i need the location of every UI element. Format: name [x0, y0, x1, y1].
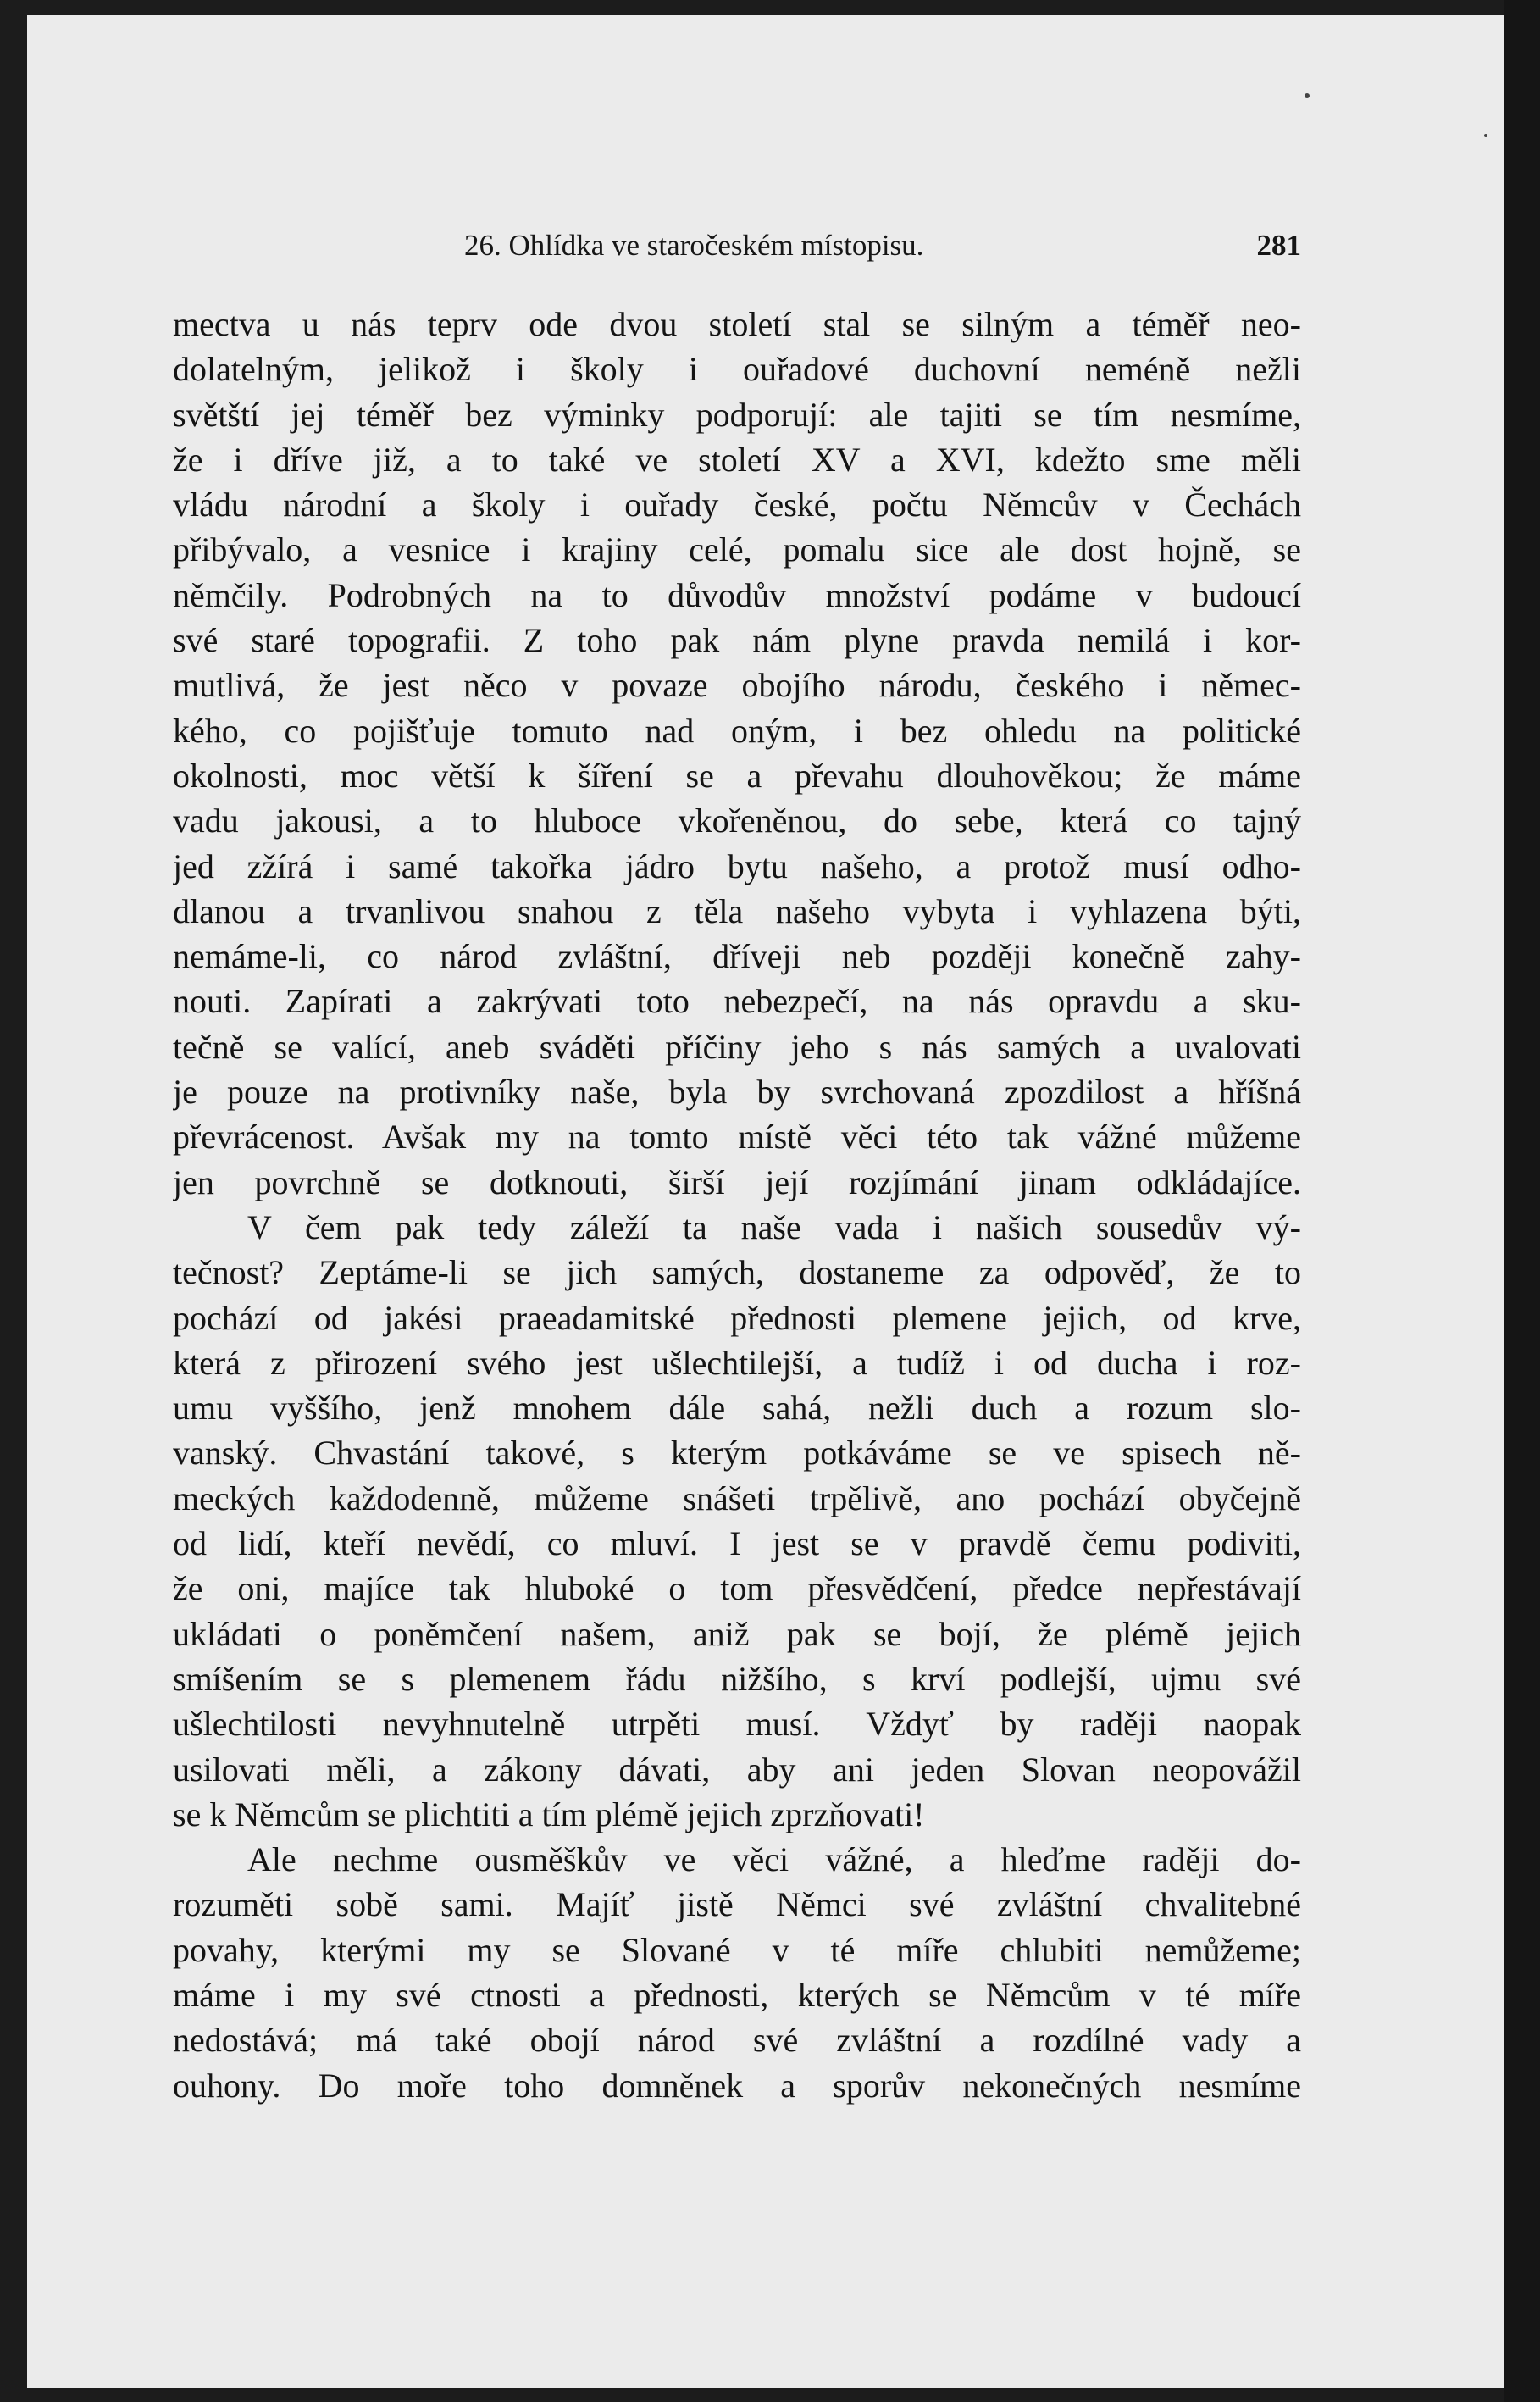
- text-line: ušlechtilosti nevyhnutelně utrpěti musí. Vždyť by raději naopak: [173, 1705, 1301, 1744]
- text-line: okolnosti, moc větší k šíření se a převahu dlouhověkou; že máme: [173, 756, 1301, 795]
- text-line: jed zžírá i samé takořka jádro bytu našeho, a protož musí odho-: [173, 846, 1301, 885]
- text-line: pochází od jakési praeadamitské přednosti plemene jejich, od krve,: [173, 1298, 1301, 1337]
- text-line: ouhony. Do moře toho domněnek a sporův nekonečných nesmíme: [173, 2066, 1301, 2105]
- text-line: se k Němcům se plichtiti a tím plémě jejich zprzňovati!: [173, 1795, 925, 1833]
- text-line: dlanou a trvanlivou snahou z těla našeho vybyta i vyhlazena býti,: [173, 891, 1301, 930]
- text-line: dolatelným, jelikož i školy i ouřadové duchovní neméně nežli: [173, 350, 1301, 389]
- body-text: [173, 302, 1301, 2108]
- text-line: Ale nechme ousměškův ve věci vážné, a hleďme raději do-: [247, 1840, 1301, 1879]
- text-line: vládu národní a školy i ouřady české, počtu Němcův v Čechách: [173, 485, 1301, 524]
- text-line: převrácenost. Avšak my na tomto místě věci této tak vážné můžeme: [173, 1118, 1301, 1157]
- text-line: rozuměti sobě sami. Majíť jistě Němci své zvláštní chvalitebné: [173, 1885, 1301, 1924]
- text-line: je pouze na protivníky naše, byla by svrchovaná zpozdilost a hříšná: [173, 1073, 1301, 1112]
- text-line: přibývalo, a vesnice i krajiny celé, pomalu sice ale dost hojně, se: [173, 530, 1301, 569]
- text-line: kého, co pojišťuje tomuto nad oným, i bez ohledu na politické: [173, 711, 1301, 750]
- text-line: meckých každodenně, můžeme snášeti trpělivě, ano pochází obyčejně: [173, 1478, 1301, 1517]
- page-number: 281: [1256, 229, 1301, 262]
- text-line: mutlivá, že jest něco v povaze obojího národu, českého i němec-: [173, 666, 1301, 705]
- text-line: němčily. Podrobných na to důvodův množství podáme v budoucí: [173, 575, 1301, 614]
- text-line: vadu jakousi, a to hluboce vkořeněnou, do sebe, která co tajný: [173, 802, 1301, 840]
- text-line: máme i my své ctnosti a přednosti, kterých se Němcům v té míře: [173, 1975, 1301, 2014]
- text-line: umu vyššího, jenž mnohem dále sahá, nežli duch a rozum slo-: [173, 1389, 1301, 1428]
- text-line: mectva u nás teprv ode dvou století stal se silným a téměř neo-: [173, 305, 1301, 343]
- running-header: [173, 229, 1301, 273]
- chapter-title: 26. Ohlídka ve staročeském místopisu.: [464, 229, 924, 262]
- text-line: smíšením se s plemenem řádu nižšího, s krví podlejší, ujmu své: [173, 1659, 1301, 1698]
- text-line: ukládati o poněmčení našem, aniž pak se bojí, že plémě jejich: [173, 1614, 1301, 1653]
- text-line: tečnost? Zeptáme-li se jich samých, dostaneme za odpověď, že to: [173, 1253, 1301, 1292]
- paper-speck: [1484, 134, 1487, 137]
- text-line: jen povrchně se dotknouti, širší její rozjímání jinam odkládajíce.: [173, 1162, 1301, 1201]
- text-line: že oni, majíce tak hluboké o tom přesvědčení, předce nepřestávají: [173, 1569, 1301, 1608]
- text-line: nouti. Zapírati a zakrývati toto nebezpečí, na nás opravdu a sku-: [173, 982, 1301, 1021]
- text-line: světští jej téměř bez výminky podporují: ale tajiti se tím nesmíme,: [173, 395, 1301, 434]
- text-line: vanský. Chvastání takové, s kterým potkáváme se ve spisech ně-: [173, 1434, 1301, 1473]
- text-line: své staré topografii. Z toho pak nám plyne pravda nemilá i kor-: [173, 621, 1301, 660]
- text-line: od lidí, kteří nevědí, co mluví. I jest se v pravdě čemu podiviti,: [173, 1524, 1301, 1563]
- text-line: tečně se valící, aneb sváděti příčiny jeho s nás samých a uvalovati: [173, 1027, 1301, 1066]
- text-line: která z přirození svého jest ušlechtilejší, a tudíž i od ducha i roz-: [173, 1343, 1301, 1382]
- scan-edge: [1504, 0, 1540, 2402]
- text-line: usilovati měli, a zákony dávati, aby ani jeden Slovan neopovážil: [173, 1750, 1301, 1789]
- book-page: [27, 15, 1504, 2388]
- text-line: V čem pak tedy záleží ta naše vada i našich sousedův vý-: [247, 1207, 1301, 1246]
- text-line: že i dříve již, a to také ve století XV a XVI, kdežto sme měli: [173, 440, 1301, 479]
- text-line: nedostává; má také obojí národ své zvláštní a rozdílné vady a: [173, 2021, 1301, 2060]
- text-line: nemáme-li, co národ zvláštní, dříveji neb později konečně zahy-: [173, 937, 1301, 976]
- paper-speck: [1305, 93, 1310, 98]
- text-line: povahy, kterými my se Slované v té míře chlubiti nemůžeme;: [173, 1930, 1301, 1969]
